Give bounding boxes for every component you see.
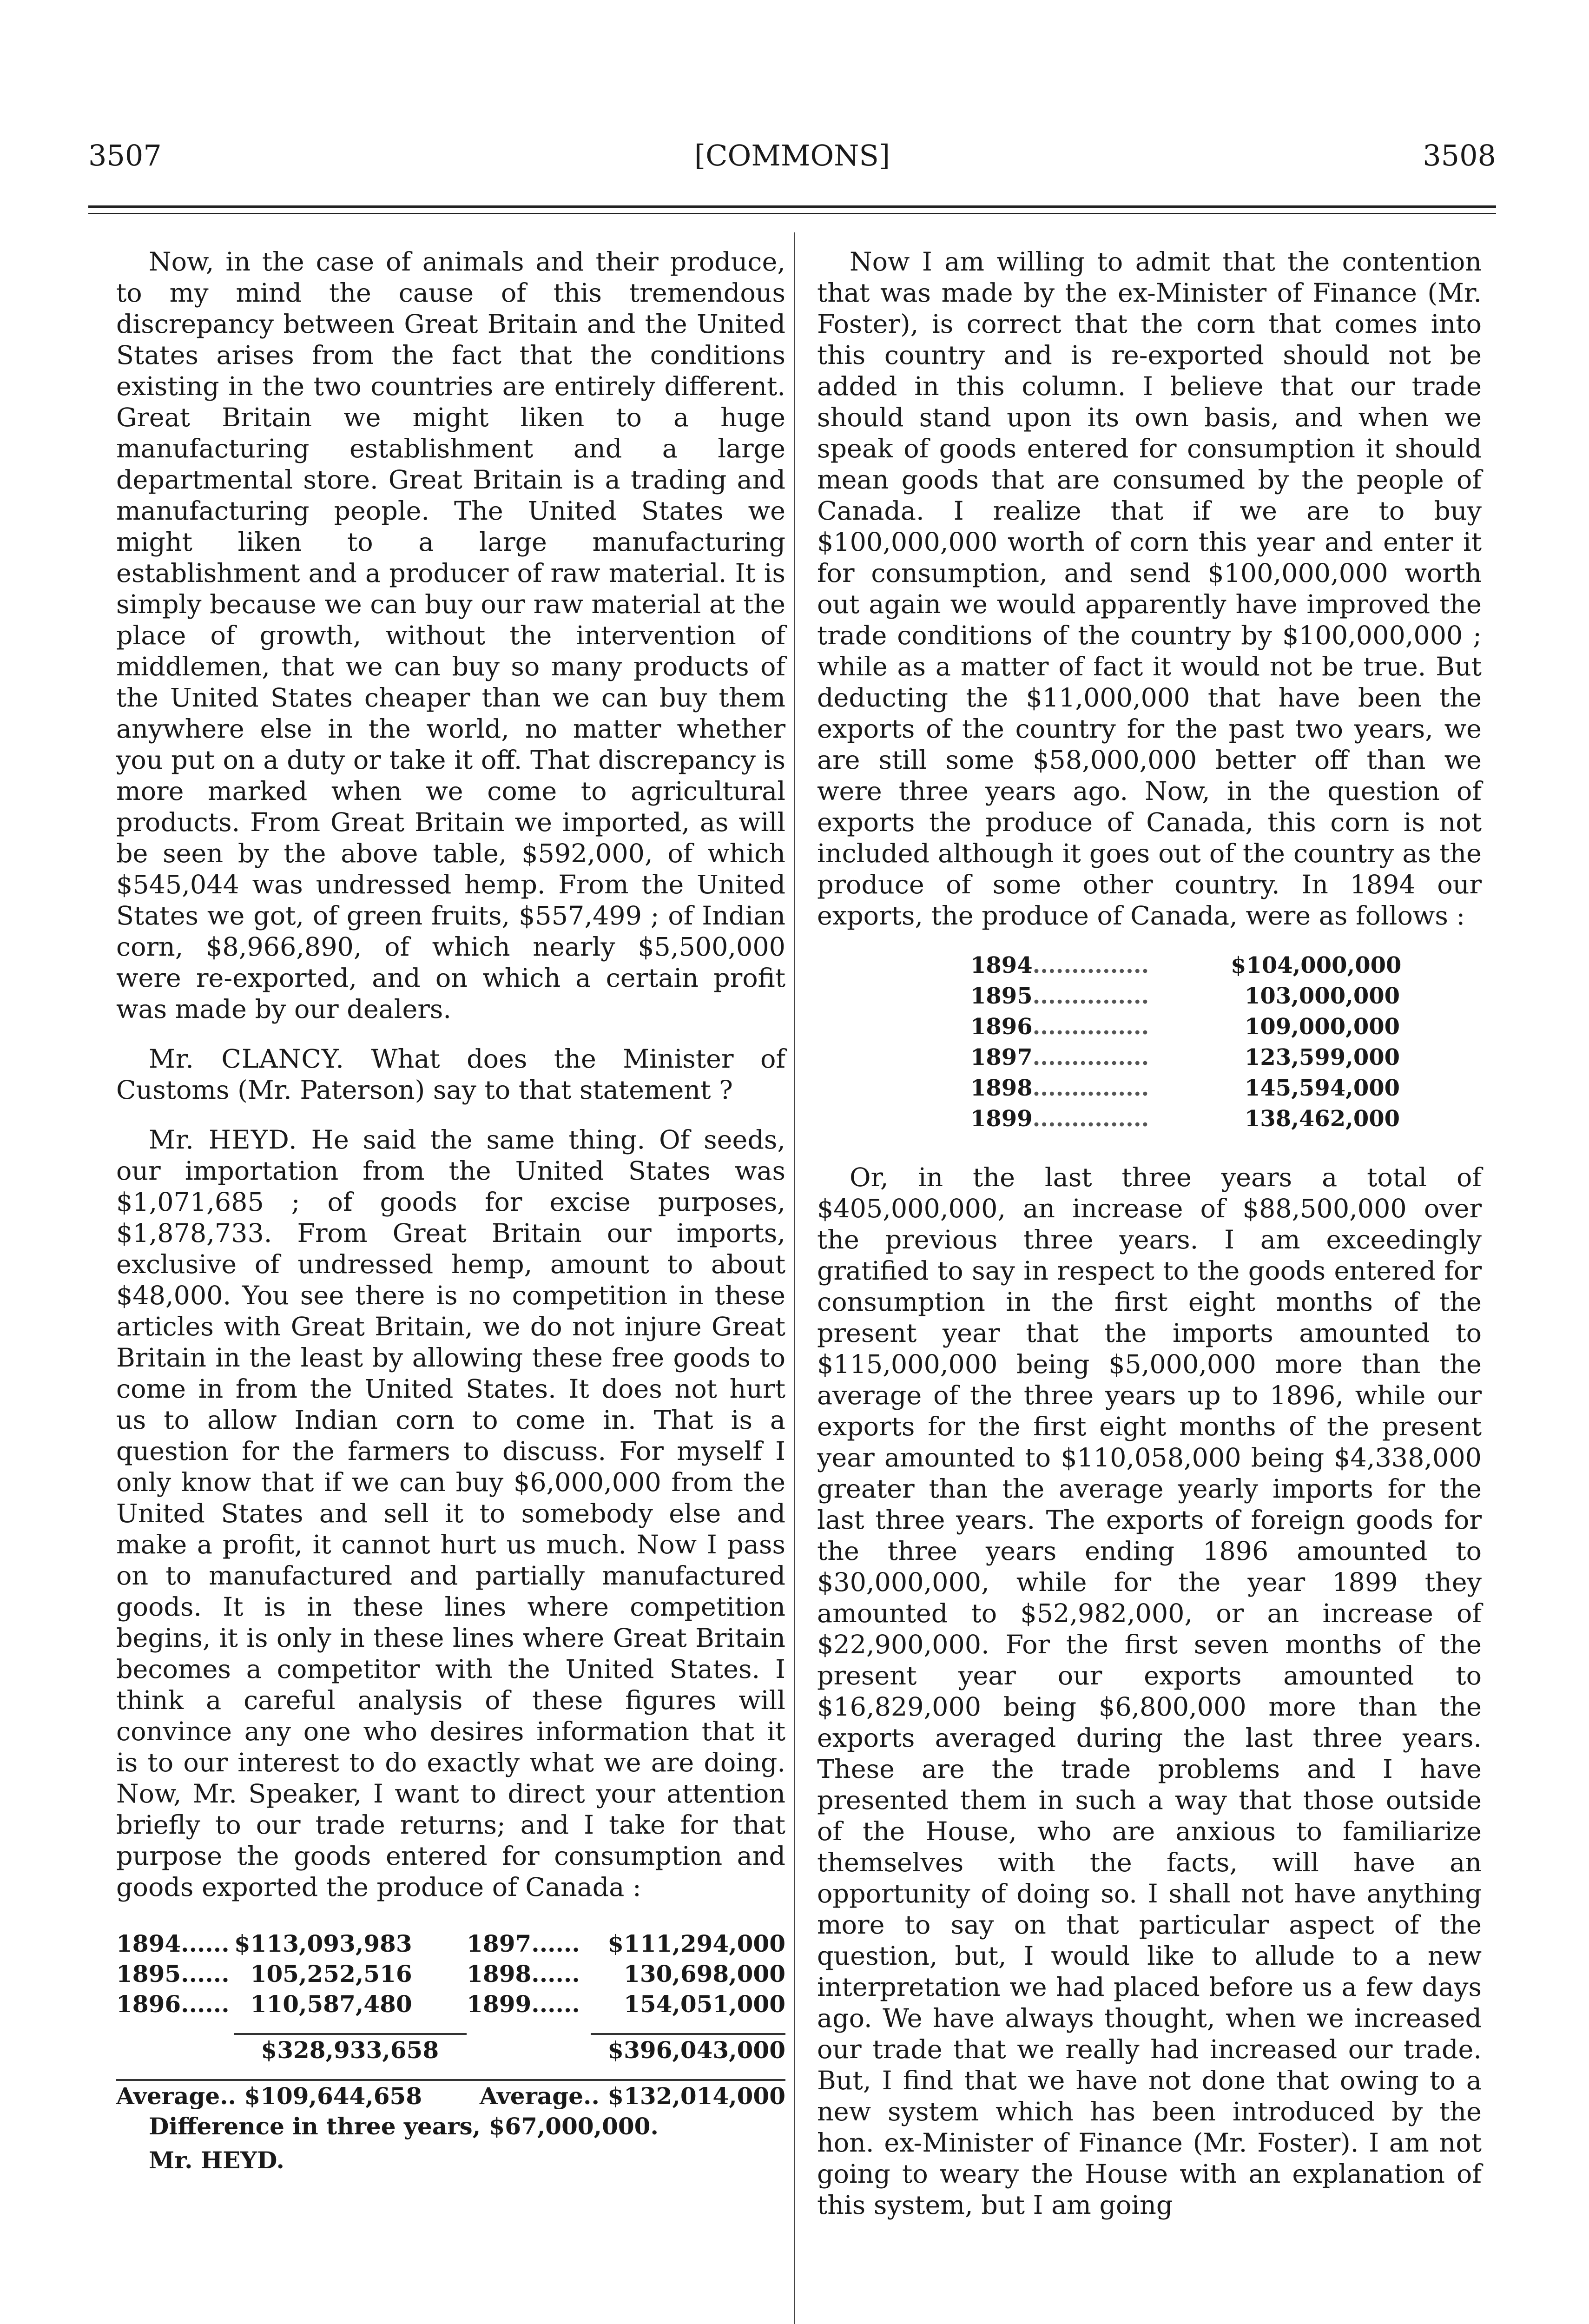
amount: $111,294,000 bbox=[607, 1930, 785, 1957]
amount: 154,051,000 bbox=[624, 1990, 785, 2018]
average-amount: $109,644,658 bbox=[244, 2082, 422, 2110]
table-row bbox=[116, 1959, 785, 1989]
year: 1896 bbox=[116, 1990, 181, 2018]
speech-text: What does the Minister of Customs (Mr. Paterson) say to that statement ? bbox=[116, 1044, 785, 1105]
export-value: 103,000,000 bbox=[1245, 983, 1400, 1009]
average-row bbox=[116, 2080, 785, 2111]
year: 1899 bbox=[467, 1990, 532, 2018]
table-row bbox=[970, 1011, 1401, 1042]
table-row bbox=[116, 1989, 785, 2019]
dot-leader: ............... bbox=[1032, 952, 1149, 978]
right-paragraph-2: Or, in the last three years a total of $405,000,000, an increase of $88,500,000 over the previous three years. I am exceedingly gratified to say in respect to the goods entered for consumption in the first eight months of the present year that the imports amounted to $115,000,000 being $5,000,000 more than the average of the three years up to 1896, while our exports for the first eight months of the present year amounted to $110,058,000 being $4,338,000 greater than the average yearly imports for the last three years. The exports of foreign goods for the three years ending 1896 amounted to $30,000,000, while for the year 1899 they amounted to $52,982,000, or an increase of $22,900,000. For the first seven months of the present year our exports amounted to $16,829,000 being $6,800,000 more than the exports averaged during the last three years. These are the trade problems and I have presented them in such a way that those outside of the House, who are anxious to familiarize themselves with the facts, will have an opportunity of doing so. I shall not have anything more to say on that particular aspect of the question, but, I would like to allude to a new interpretation we had placed before us a few days ago. We have always thought, when we increased our trade that we really had increased our trade. But, I find that we have not done that owing to a new system which has been introduced by the hon. ex-Minister of Finance (Mr. Foster). I am not going to weary the House with an explanation of this system, but I am going bbox=[817, 1162, 1482, 2220]
table-row bbox=[970, 1042, 1401, 1073]
year: 1898 bbox=[970, 1075, 1033, 1101]
running-title: [COMMONS] bbox=[694, 139, 890, 172]
total-amount: $396,043,000 bbox=[607, 2036, 785, 2064]
average-amount: $132,014,000 bbox=[607, 2082, 785, 2110]
table-row bbox=[970, 1073, 1401, 1103]
year: 1899 bbox=[970, 1106, 1033, 1132]
left-column bbox=[116, 246, 785, 2175]
dot-leader: ............... bbox=[1032, 1106, 1149, 1132]
speech-text: He said the same thing. Of seeds, our importation from the United States was $1,071,685 ; of goods for excise purposes, $1,878,733. From Great Britain our imports, exclusive of undressed hemp, amount to about $48,000. You see there is no competition in these articles with Great Britain, we do not injure Great Britain in the least by allowing these free goods to come in from the United States. It does not hurt us to allow Indian corn to come in. That is a question for the farmers to discuss. For myself I only know that if we can buy $6,000,000 from the United States and sell it to somebody else and make a profit, it cannot hurt us much. Now I pass on to manufactured and partially manufactured goods. It is in these lines where competition begins, it is only in these lines where Great Britain becomes a competitor with the United States. I think a careful analysis of these figures will convince any one who desires information that it is to our interest to do exactly what we are doing. Now, Mr. Speaker, I want to direct your attention briefly to our trade returns; and I take for that purpose the goods entered for consumption and goods exported the produce of Canada : bbox=[116, 1125, 785, 1902]
export-value: $104,000,000 bbox=[1231, 952, 1402, 978]
table-spacer bbox=[116, 2019, 785, 2034]
average-label: Average.. bbox=[479, 2082, 600, 2110]
dot-leader: ............... bbox=[1032, 983, 1149, 1009]
closing-speaker: Mr. HEYD. bbox=[149, 2146, 284, 2174]
header-rule bbox=[88, 205, 1496, 208]
year: 1894 bbox=[970, 952, 1033, 978]
average-label: Average.. bbox=[116, 2082, 236, 2110]
speaker-name: Mr. CLANCY. bbox=[149, 1044, 344, 1074]
dot-leader: ...... bbox=[531, 1990, 580, 2018]
consumption-table bbox=[116, 1928, 785, 2111]
table-row bbox=[970, 950, 1401, 981]
year: 1897 bbox=[467, 1930, 532, 1957]
year: 1897 bbox=[970, 1044, 1033, 1070]
table-row bbox=[116, 1928, 785, 1959]
dot-leader: ...... bbox=[181, 1960, 230, 1987]
column-divider bbox=[794, 232, 795, 2324]
page-number-right: 3508 bbox=[1423, 139, 1496, 172]
export-value: 123,599,000 bbox=[1245, 1044, 1400, 1070]
page-header bbox=[88, 135, 1496, 177]
export-value: 138,462,000 bbox=[1245, 1106, 1400, 1132]
table-spacer bbox=[116, 2065, 785, 2080]
amount: $113,093,983 bbox=[234, 1930, 412, 1957]
page-number-left: 3507 bbox=[88, 139, 162, 172]
dot-leader: ............... bbox=[1032, 1014, 1149, 1040]
table-row bbox=[970, 1103, 1401, 1134]
heyd-remark bbox=[116, 1124, 785, 1903]
dot-leader: ............... bbox=[1032, 1075, 1149, 1101]
dot-leader: ............... bbox=[1032, 1044, 1149, 1070]
dot-leader: ...... bbox=[181, 1990, 230, 2018]
total-amount: $328,933,658 bbox=[261, 2036, 439, 2064]
year: 1894 bbox=[116, 1930, 181, 1957]
right-column bbox=[817, 246, 1482, 2221]
right-paragraph-1: Now I am willing to admit that the contention that was made by the ex-Minister of Finance (Mr. Foster), is correct that the corn that comes into this country and is re-exported should not be added in this column. I believe that our trade should stand upon its own basis, and when we speak of goods entered for consumption it should mean goods that are consumed by the people of Canada. I realize that if we are to buy $100,000,000 worth of corn this year and enter it for consumption, and send $100,000,000 worth out again we would apparently have improved the trade conditions of the country by $100,000,000 ; while as a matter of fact it would not be true. But deducting the $11,000,000 that have been the exports of the country for the past two years, we are still some $58,000,000 better off than we were three years ago. Now, in the question of exports the produce of Canada, this corn is not included although it goes out of the country as the produce of some other country. In 1894 our exports, the produce of Canada, were as follows : bbox=[817, 247, 1482, 931]
export-value: 109,000,000 bbox=[1245, 1014, 1400, 1040]
year: 1896 bbox=[970, 1014, 1033, 1040]
speaker-name: Mr. HEYD. bbox=[149, 1125, 297, 1155]
header-rule-thin bbox=[88, 213, 1496, 214]
amount: 105,252,516 bbox=[250, 1960, 412, 1987]
dot-leader: ...... bbox=[531, 1930, 580, 1957]
export-value: 145,594,000 bbox=[1245, 1075, 1400, 1101]
clancy-remark bbox=[116, 1043, 785, 1106]
year: 1895 bbox=[116, 1960, 181, 1987]
total-row bbox=[116, 2034, 785, 2065]
amount: 110,587,480 bbox=[250, 1990, 412, 2018]
table-row bbox=[970, 981, 1401, 1011]
amount: 130,698,000 bbox=[624, 1960, 785, 1987]
difference-line: Difference in three years, $67,000,000. bbox=[149, 2113, 659, 2140]
year: 1895 bbox=[970, 983, 1033, 1009]
left-paragraph-1: Now, in the case of animals and their produce, to my mind the cause of this tremendous discrepancy between Great Britain and the United States arises from the fact that the conditions existing in the two countries are entirely different. Great Britain we might liken to a huge manufacturing establishment and a large departmental store. Great Britain is a trading and manufacturing people. The United States we might liken to a large manufacturing establishment and a producer of raw material. It is simply because we can buy our raw material at the place of growth, without the intervention of middlemen, that we can buy so many products of the United States cheaper than we can buy them anywhere else in the world, no matter whether you put on a duty or take it off. That discrepancy is more marked when we come to agricultural products. From Great Britain we imported, as will be seen by the above table, $592,000, of which $545,044 was undressed hemp. From the United States we got, of green fruits, $557,499 ; of Indian corn, $8,966,890, of which nearly $5,500,000 were re-exported, and on which a certain profit was made by our dealers. bbox=[116, 247, 785, 1024]
exports-table bbox=[970, 950, 1401, 1134]
dot-leader: ...... bbox=[531, 1960, 580, 1987]
year: 1898 bbox=[467, 1960, 532, 1987]
dot-leader: ...... bbox=[181, 1930, 230, 1957]
